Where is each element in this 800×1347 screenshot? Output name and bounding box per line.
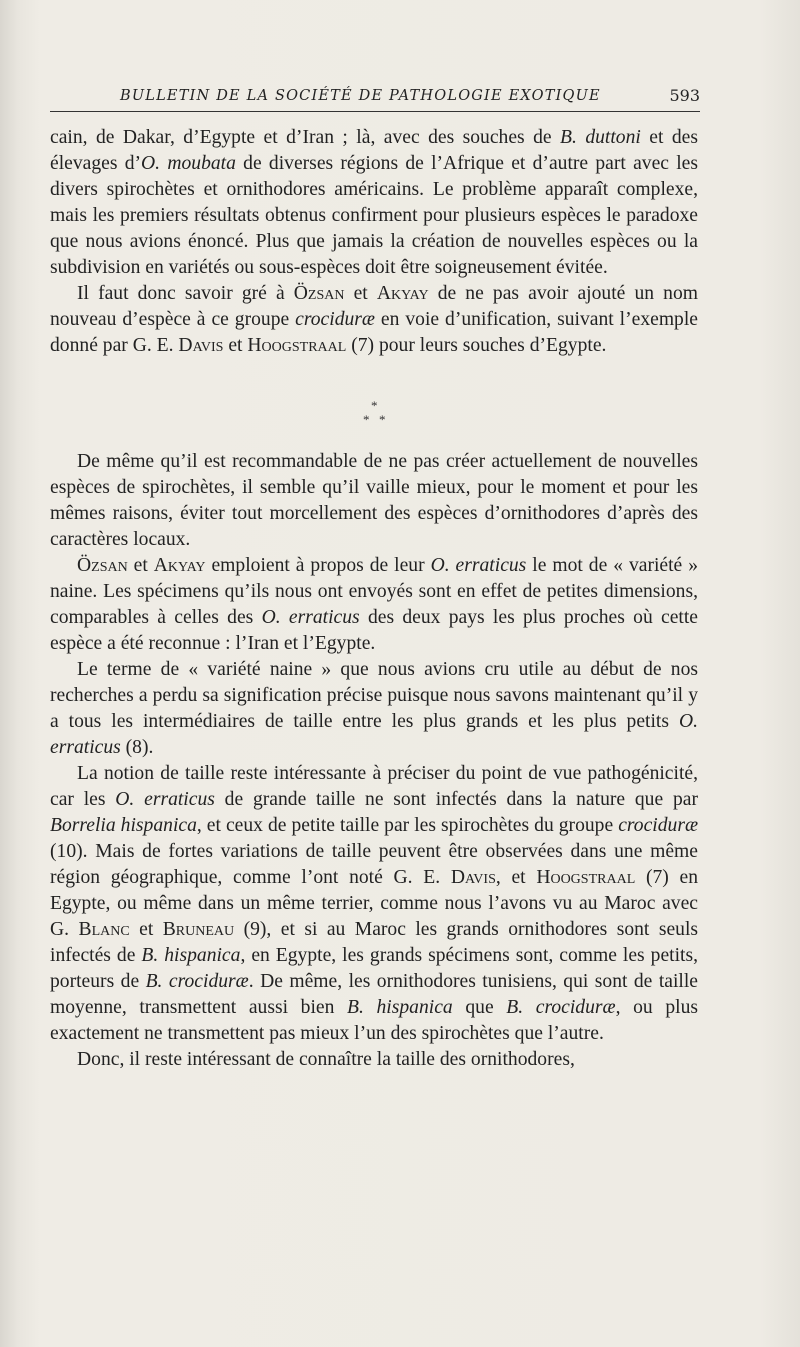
- paragraph: La notion de taille reste intéressante à préciser du point de vue pathogénicité, car les O. erraticus de grande taille ne sont infectés dans la nature que par Borrelia hispanica, et ceux de petite taille par les spirochètes du groupe crociduræ (10). Mais de fortes variations de taille peuvent être observées dans une même région géographique, comme l’ont noté G. E. Davis, et Hoogstraal (7) en Egypte, ou même dans un même terrier, comme nous l’avons vu au Maroc avec G. Blanc et Bruneau (9), et si au Maroc les grands ornithodores sont seuls infectés de B. hispanica, en Egypte, les grands spécimens sont, comme les petits, porteurs de B. crociduræ. De même, les ornithodores tunisiens, qui sont de taille moyenne, transmettent aussi bien B. hispanica que B. crociduræ, ou plus exactement ne transmettent pas mieux l’un des spirochètes que l’autre.: [50, 763, 699, 1044]
- asterism-star-left: *: [363, 412, 370, 427]
- paragraph: cain, de Dakar, d’Egypte et d’Iran ; là, avec des souches de B. duttoni et des élevages d’O. moubata de diverses régions de l’Afrique et d’autre part avec les divers spirochètes et ornithodores américains. Le problème apparaît complexe, mais les premiers résultats obtenus confirment pour plusieurs espèces le paradoxe que nous avions énoncé. Plus que jamais la création de nouvelles espèces ou la subdivision en variétés ou sous-espèces doit être soigneusement évitée.: [50, 127, 698, 278]
- page-number: 593: [669, 86, 700, 105]
- header-rule: [50, 111, 700, 112]
- paragraph: Le terme de « variété naine » que nous avions cru utile au début de nos recherches a perdu sa signification précise puisque nous savons maintenant qu’il y a tous les intermédiaires de taille entre les plus grands et les plus petits O. erraticus (8).: [50, 659, 698, 758]
- section-break-asterism: [50, 367, 698, 445]
- asterism-star-right: *: [379, 412, 386, 427]
- asterism-star-top: *: [371, 398, 378, 413]
- paragraph: Özsan et Akyay emploient à propos de leur O. erraticus le mot de « variété » naine. Les spécimens qu’ils nous ont envoyés sont en effet de petites dimensions, comparables à celles des O. erraticus des deux pays les plus proches où cette espèce a été reconnue : l’Iran et l’Egypte.: [50, 555, 699, 654]
- running-title: BULLETIN DE LA SOCIÉTÉ DE PATHOLOGIE EXOTIQUE: [120, 88, 601, 104]
- paragraphs-before-break: [50, 125, 698, 359]
- running-header: [50, 80, 700, 110]
- paragraph: De même qu’il est recommandable de ne pas créer actuellement de nouvelles espèces de spirochètes, il semble qu’il vaille mieux, pour le moment et pour les mêmes raisons, éviter tout morcellement des espèces d’ornithodores d’après des caractères locaux.: [50, 451, 698, 550]
- body-text: [50, 125, 698, 1073]
- paragraph: Donc, il reste intéressant de connaître la taille des ornithodores,: [77, 1049, 575, 1070]
- paragraph: Il faut donc savoir gré à Özsan et Akyay de ne pas avoir ajouté un nom nouveau d’espèce à ce groupe crociduræ en voie d’unification, suivant l’exemple donné par G. E. Davis et Hoogstraal (7) pour leurs souches d’Egypte.: [50, 283, 698, 356]
- paragraphs-after-break: [50, 449, 698, 1073]
